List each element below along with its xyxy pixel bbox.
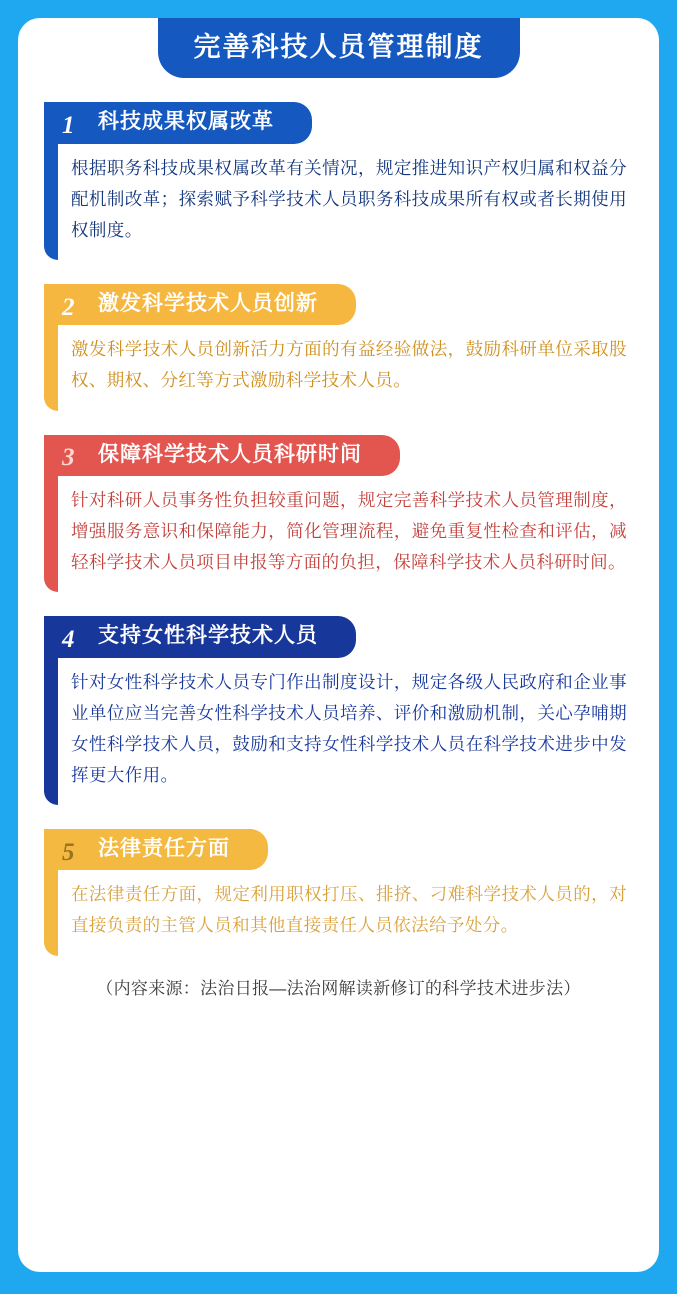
section-1-number: 1 (62, 111, 76, 139)
section-3-body: 针对科研人员事务性负担较重问题，规定完善科学技术人员管理制度，增强服务意识和保障能力，简化管理流程，避免重复性检查和评估，减轻科学技术人员项目申报等方面的负担，保障科学技术人员科研时间。 (71, 489, 627, 573)
section-5-heading-text: 法律责任方面 (98, 837, 230, 861)
source-note: （内容来源：法治日报—法治网解读新修订的科学技术进步法） (96, 978, 581, 998)
section-3-number: 3 (62, 444, 76, 472)
section-3 (44, 435, 633, 593)
section-1-body: 根据职务科技成果权属改革有关情况，规定推进知识产权归属和权益分配机制改革；探索赋予科学技术人员职务科技成果所有权或者长期使用权制度。 (71, 157, 627, 240)
page-title: 完善科技人员管理制度 (158, 18, 520, 78)
title-container (44, 18, 633, 78)
section-1-heading (44, 102, 312, 143)
section-2-heading (44, 284, 356, 325)
section-3-heading (44, 435, 400, 476)
section-1 (44, 102, 633, 260)
section-5 (44, 829, 633, 956)
section-4-number: 4 (62, 625, 76, 653)
section-4-heading (44, 616, 356, 657)
poster-card (18, 18, 659, 1272)
section-3-heading-text: 保障科学技术人员科研时间 (98, 442, 362, 466)
section-5-number: 5 (62, 838, 76, 866)
section-4-heading-text: 支持女性科学技术人员 (98, 624, 318, 648)
section-5-body: 在法律责任方面，规定利用职权打压、排挤、刁难科学技术人员的，对直接负责的主管人员和其他直接责任人员依法给予处分。 (71, 884, 627, 936)
section-2-heading-text: 激发科学技术人员创新 (98, 292, 318, 316)
section-2 (44, 284, 633, 411)
section-4-body: 针对女性科学技术人员专门作出制度设计，规定各级人民政府和企业事业单位应当完善女性科学技术人员培养、评价和激励机制，关心孕哺期女性科学技术人员，鼓励和支持女性科学技术人员在科学技术进步中发挥更大作用。 (71, 671, 627, 785)
section-1-heading-text: 科技成果权属改革 (98, 110, 274, 134)
section-2-body: 激发科学技术人员创新活力方面的有益经验做法，鼓励科研单位采取股权、期权、分红等方式激励科学技术人员。 (71, 339, 627, 391)
section-2-number: 2 (62, 293, 76, 321)
section-5-heading (44, 829, 268, 870)
section-4 (44, 616, 633, 805)
